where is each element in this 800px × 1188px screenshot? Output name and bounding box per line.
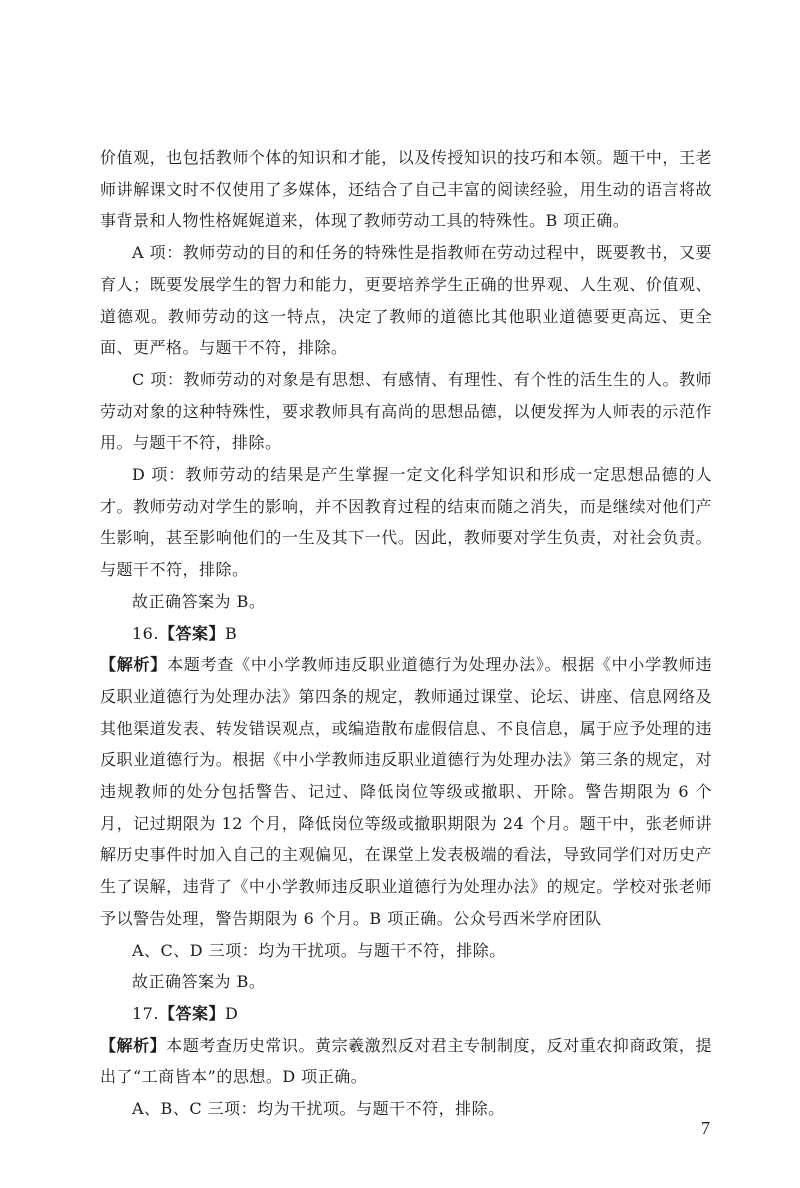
question-number: 17. xyxy=(132,1003,159,1023)
paragraph-option-c: C 项：教师劳动的对象是有思想、有感情、有理性、有个性的活生生的人。教师劳动对象的这种特殊性，要求教师具有高尚的思想品德，以便发挥为人师表的示范作用。与题干不符，排除。 xyxy=(100,369,712,453)
question-number: 16. xyxy=(132,623,159,643)
answer-tag: 【答案】 xyxy=(158,1003,225,1023)
page-content xyxy=(100,142,712,1125)
question-17-answer xyxy=(100,998,712,1030)
answer-tag: 【答案】 xyxy=(158,623,225,643)
question-16-analysis xyxy=(100,649,712,934)
paragraph-continuation: 价值观，也包括教师个体的知识和才能，以及传授知识的技巧和本领。题干中，王老师讲解课文时不仅使用了多媒体，还结合了自己丰富的阅读经验，用生动的语言将故事背景和人物性格娓娓道来，体现了教师劳动工具的特殊性。B 项正确。 xyxy=(100,148,712,231)
question-16-answer xyxy=(100,618,712,650)
paragraph-answer-summary: 故正确答案为 B。 xyxy=(132,972,266,992)
answer-value: B xyxy=(224,623,238,643)
paragraph-option-d: D 项：教师劳动的结果是产生掌握一定文化科学知识和形成一定思想品德的人才。教师劳动对学生的影响，并不因教育过程的结束而随之消失，而是继续对他们产生影响，甚至影响他们的一生及其下一代。因此，教师要对学生负责，对社会负责。与题干不符，排除。 xyxy=(100,465,712,580)
answer-value: D xyxy=(224,1003,239,1023)
analysis-text: 本题考查《中小学教师违反职业道德行为处理办法》。根据《中小学教师违反职业道德行为处理办法》第四条的规定，教师通过课堂、论坛、讲座、信息网络及其他渠道发表、转发错误观点，或编造散布虚假信息、不良信息，属于应予处理的违反职业道德行为。根据《中小学教师违反职业道德行为处理办法》第三条的规定，对违规教师的处分包括警告、记过、降低岗位等级或撤职、开除。警告期限为 6 个月，记过期限为 12 个月，降低岗位等级或撤职期限为 24 个月。题干中，张老师讲解历史事件时加入自己的主观偏见，在课堂上发表极端的看法，导致同学们对历史产生了误解，违背了《中小学教师违反职业道德行为处理办法》的规定。学校对张老师予以警告处理，警告期限为 6 个月。B 项正确。公众号西米学府团队 xyxy=(100,655,712,928)
analysis-tag: 【解析】 xyxy=(100,655,168,675)
paragraph-answer-summary: 故正确答案为 B。 xyxy=(132,591,266,611)
paragraph-distractors: A、B、C 三项：均为干扰项。与题干不符，排除。 xyxy=(132,1099,505,1119)
page-number: 7 xyxy=(701,1118,710,1138)
paragraph-option-a: A 项：教师劳动的目的和任务的特殊性是指教师在劳动过程中，既要教书，又要育人；既要发展学生的智力和能力，更要培养学生正确的世界观、人生观、价值观、道德观。教师劳动的这一特点，决定了教师的道德比其他职业道德要更高远、更全面、更严格。与题干不符，排除。 xyxy=(100,243,712,358)
question-17-analysis xyxy=(100,1030,712,1093)
analysis-tag: 【解析】 xyxy=(100,1035,167,1055)
analysis-text: 本题考查历史常识。黄宗羲激烈反对君主专制制度，反对重农抑商政策，提出了“工商皆本”的思想。D 项正确。 xyxy=(100,1035,712,1087)
paragraph-distractors: A、C、D 三项：均为干扰项。与题干不符，排除。 xyxy=(132,940,506,960)
